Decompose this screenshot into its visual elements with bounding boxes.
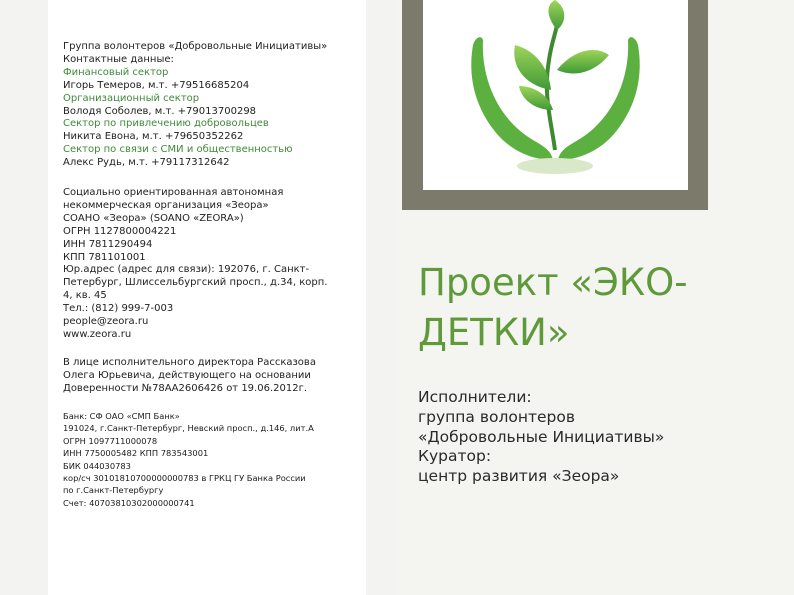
- project-performers: Исполнители: группа волонтеров «Добровольные Инициативы» Куратор: центр развития «Зеора»: [418, 388, 665, 486]
- sector-name: Сектор по связи с СМИ и общественностью: [63, 144, 293, 156]
- sector-name: Финансовый сектор: [63, 66, 169, 78]
- sector-person: Володя Соболев, м.т. +79013700298: [63, 105, 257, 117]
- bank-details: Банк: СФ ОАО «СМП Банк» 191024, г.Санкт-Петербург, Невский просп., д.146, лит.А ОГРН 1097711000078 ИНН 7750005482 КПП 783543001 БИК 044030783 кор/сч 30101810700000000783 в ГРКЦ ГУ Банка России по г.Санкт-Петербургу Счет: 40703810302000000741: [63, 411, 314, 508]
- sector-name: Сектор по привлечению добровольцев: [63, 118, 269, 130]
- project-title: Проект «ЭКО- ДЕТКИ»: [418, 261, 688, 354]
- sector-person: Алекс Рудь, м.т. +79117312642: [63, 157, 230, 169]
- contacts-block: [63, 41, 363, 170]
- sector-person: Игорь Темеров, м.т. +79516685204: [63, 79, 250, 91]
- sprout-photo: [423, 0, 688, 190]
- hands-holding-sprout-icon: [423, 0, 688, 190]
- sector-person: Никита Евона, м.т. +79650352262: [63, 131, 244, 143]
- organization-details: Социально ориентированная автономная некоммерческая организация «Зеора» СОАНО «Зеора» (SOANO «ZEORA») ОГРН 1127800004221 ИНН 7811290494 КПП 781101001 Юр.адрес (адрес для связи): 192076, г. Санкт- Петербург, Шлиссельбургский просп., д.34, корп. 4, кв. 45 Тел.: (812) 999-7-003 people@zeora.ru www.zeora.ru: [63, 187, 328, 340]
- representative-text: В лице исполнительного директора Рассказова Олега Юрьевича, действующего на основании Доверенности №78АА2606426 от 19.06.2012г.: [63, 357, 316, 394]
- contacts-header: Группа волонтеров «Добровольные Инициативы» Контактные данные:: [63, 41, 328, 65]
- sector-name: Организационный сектор: [63, 92, 200, 104]
